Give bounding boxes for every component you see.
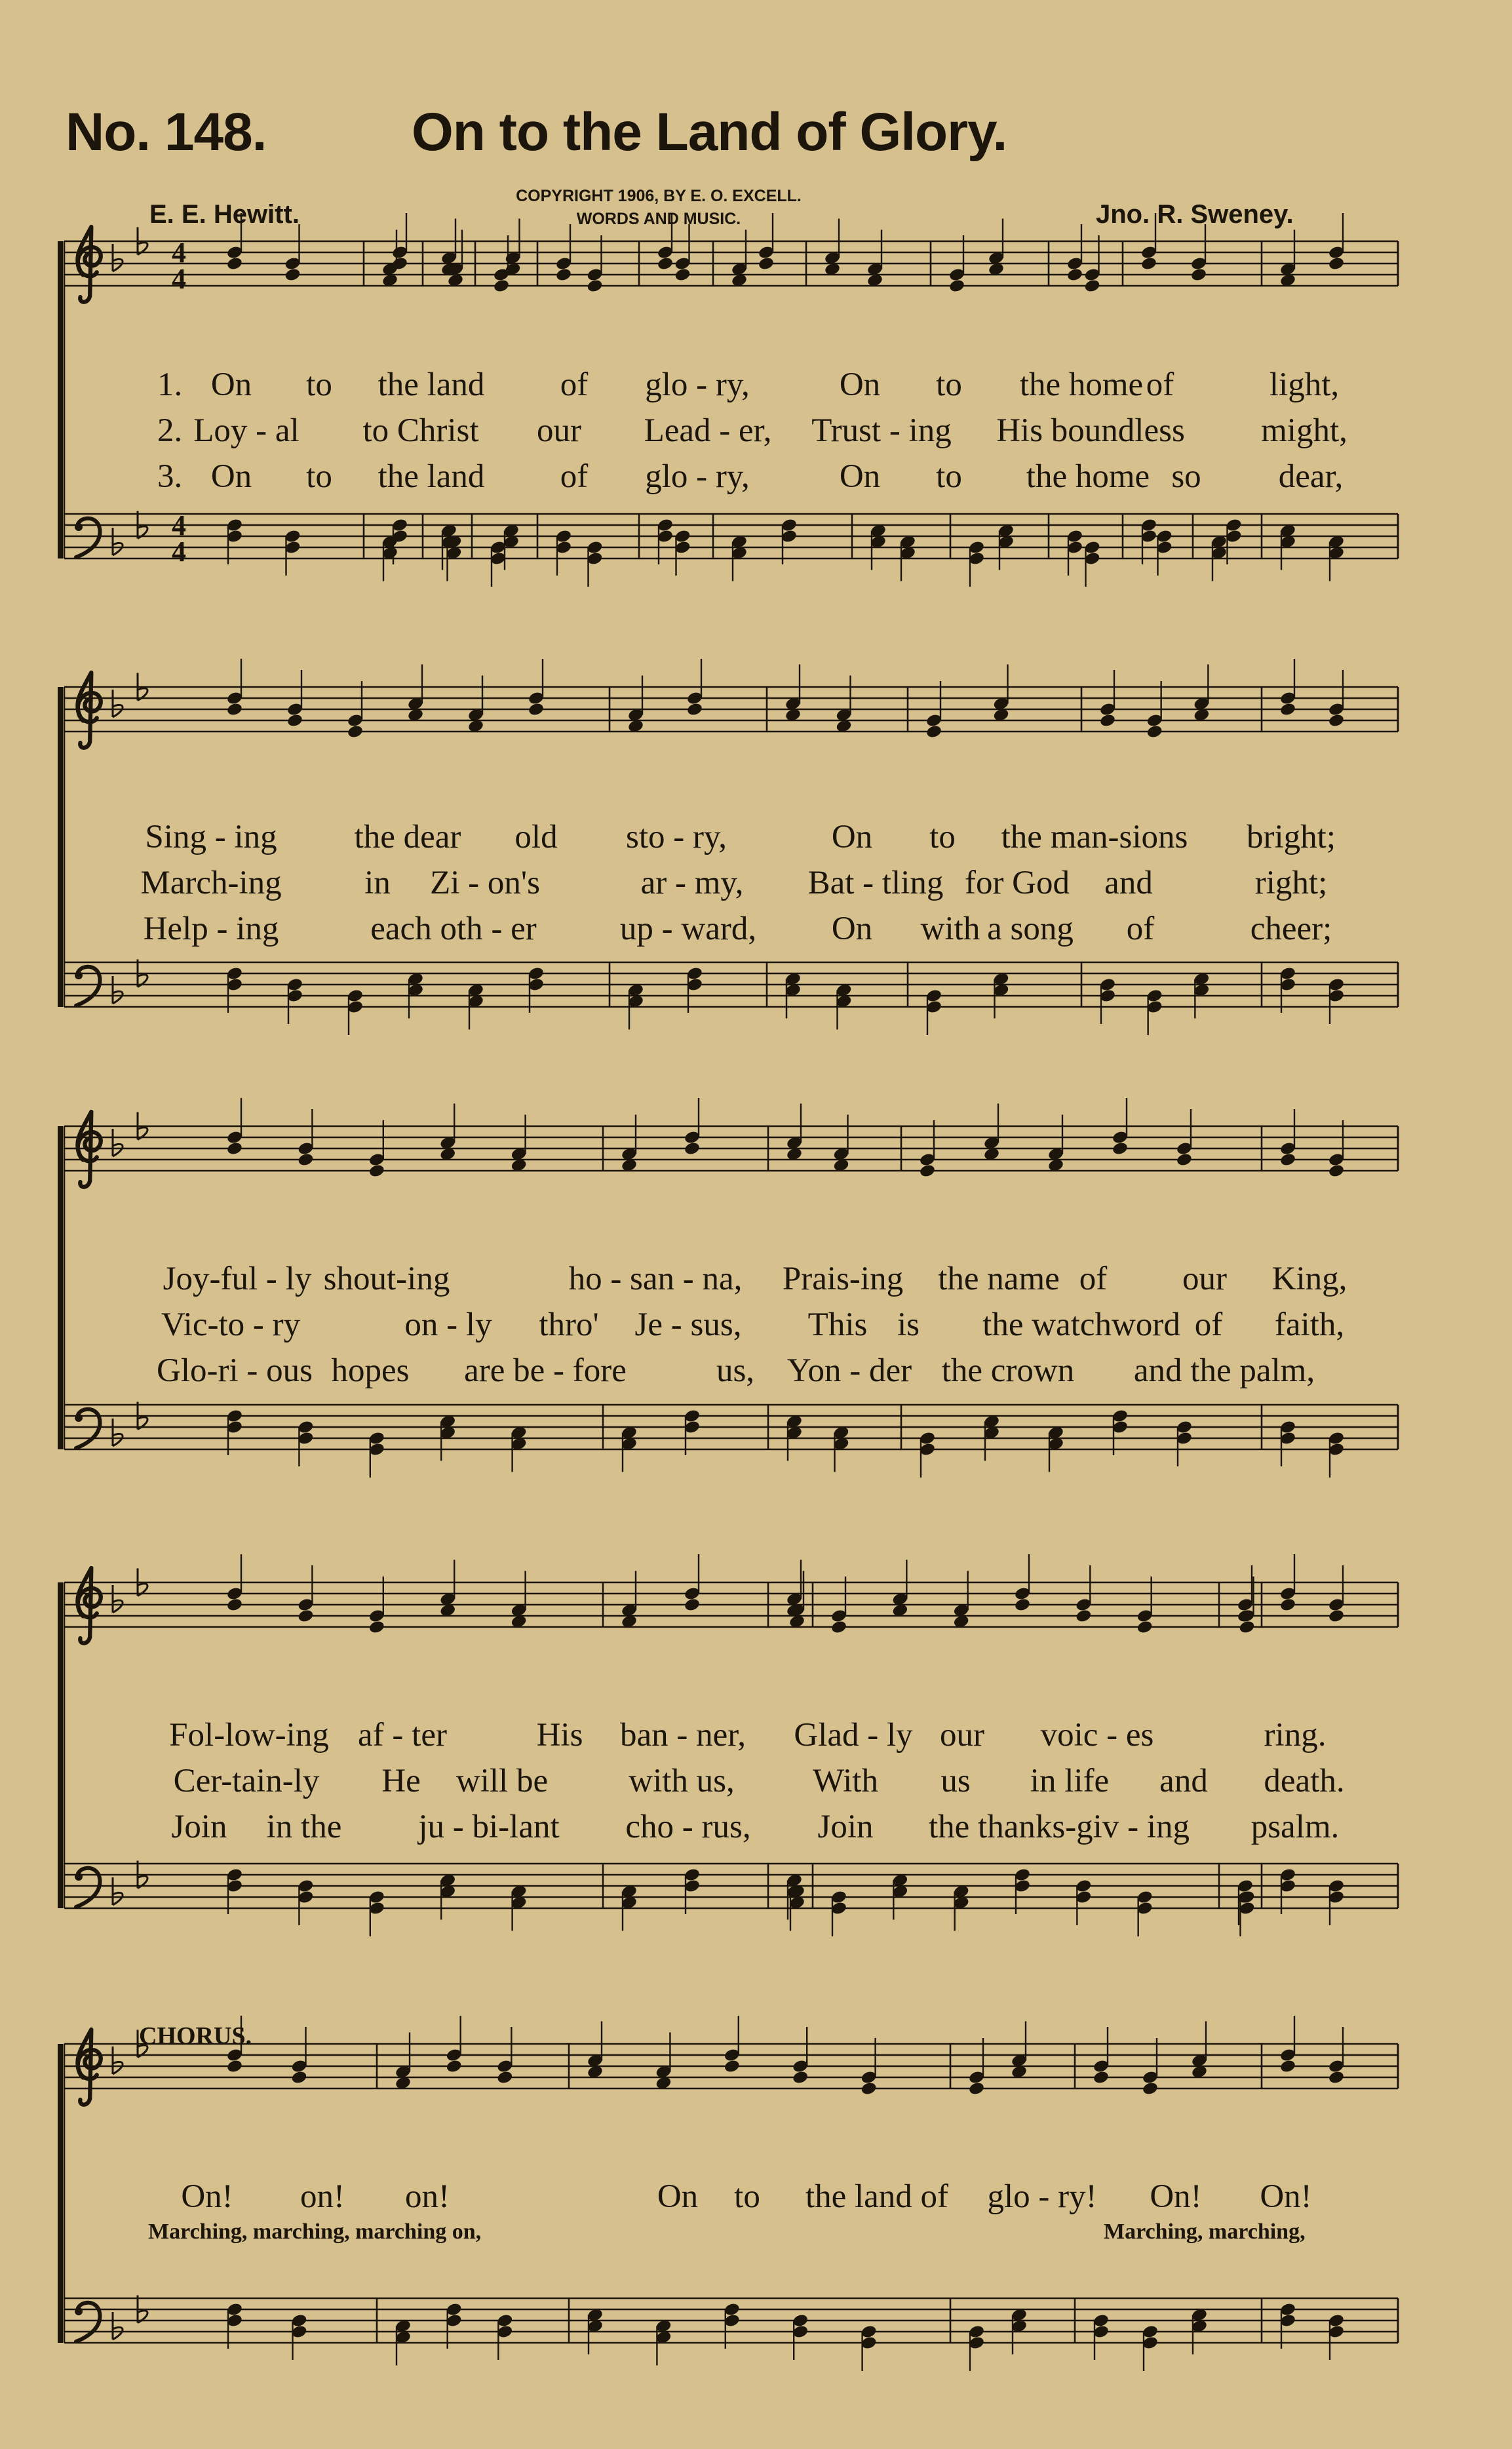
lyric-syllable: On xyxy=(831,911,873,947)
lyric-syllable: Join xyxy=(817,1809,874,1845)
lyric-syllable: Prais-ing xyxy=(782,1261,904,1297)
lyric-syllable: ring. xyxy=(1264,1717,1327,1753)
lyric-syllable: on - ly xyxy=(404,1306,492,1343)
lyric-syllable: of xyxy=(560,366,589,403)
lyric-syllable: to xyxy=(734,2178,760,2215)
note-head xyxy=(724,2059,741,2074)
bass-part-words: Marching, marching, marching on, xyxy=(148,2220,482,2244)
lyric-syllable: to xyxy=(306,366,332,403)
lyric-syllable: us xyxy=(940,1763,971,1799)
lyric-syllable: hopes xyxy=(331,1352,410,1389)
lyric-syllable: is xyxy=(897,1306,920,1343)
note-head xyxy=(1279,2059,1296,2074)
lyric-syllable: On xyxy=(839,366,881,403)
lyric-syllable: Help - ing xyxy=(143,911,279,947)
lyric-syllable: in life xyxy=(1030,1763,1110,1799)
lyric-syllable: and xyxy=(1104,865,1153,901)
lyric-syllable: and the palm, xyxy=(1133,1352,1315,1389)
lyric-syllable: ar - my, xyxy=(640,865,744,901)
lyric-syllable: With xyxy=(813,1763,878,1799)
lyric-syllable: and xyxy=(1159,1763,1208,1799)
lyric-syllable: us, xyxy=(716,1352,755,1389)
lyric-syllable: to xyxy=(306,458,332,495)
treble-clef-icon xyxy=(77,2029,100,2105)
lyric-syllable: are be - fore xyxy=(464,1352,627,1389)
lyric-syllable: the home xyxy=(1019,366,1144,403)
note-head xyxy=(1093,2070,1110,2085)
bass-part-words: Marching, marching, xyxy=(1104,2220,1306,2244)
lyric-syllable: Cer-tain-ly xyxy=(173,1763,320,1799)
lyric-syllable: the crown xyxy=(941,1352,1075,1389)
flat-icon xyxy=(113,2047,123,2074)
lyric-syllable: Zi - on's xyxy=(430,865,540,901)
lyric-syllable: glo - ry, xyxy=(645,458,750,495)
lyric-syllable: will be xyxy=(456,1763,549,1799)
hymn-number: No. 148. xyxy=(66,102,267,162)
lyric-syllable: a song xyxy=(987,911,1074,947)
lyric-syllable: Join xyxy=(171,1809,227,1845)
lyric-syllable: the home xyxy=(1026,458,1150,495)
lyric-syllable: cho - rus, xyxy=(625,1809,751,1845)
lyric-syllable: Je - sus, xyxy=(634,1306,742,1343)
lyric-syllable: dear, xyxy=(1278,458,1344,495)
lyric-syllable: On xyxy=(210,458,252,495)
lyric-syllable: ban - ner, xyxy=(620,1717,746,1753)
lyric-syllable: of xyxy=(1079,1261,1108,1297)
lyric-syllable: our xyxy=(1182,1261,1227,1297)
note-head xyxy=(1328,2070,1345,2085)
lyric-syllable: right; xyxy=(1254,865,1328,901)
lyric-syllable: our xyxy=(537,412,581,449)
lyric-syllable: to Christ xyxy=(362,412,479,449)
lyric-syllable: in xyxy=(364,865,391,901)
note-head xyxy=(496,2070,513,2085)
lyric-syllable: cheer; xyxy=(1250,911,1332,947)
lyric-syllable: the dear xyxy=(354,819,461,855)
lyric-syllable: On xyxy=(839,458,881,495)
lyric-syllable: On! xyxy=(1150,2178,1202,2215)
lyric-syllable: bright; xyxy=(1247,819,1336,855)
note-head xyxy=(792,2070,809,2085)
lyric-syllable: in the xyxy=(266,1809,342,1845)
lyric-syllable: so xyxy=(1171,458,1201,495)
lyricist-credit: E. E. Hewitt. xyxy=(149,200,300,229)
lyric-syllable: On xyxy=(831,819,873,855)
lyric-syllable: King, xyxy=(1271,1261,1347,1297)
lyric-syllable: of xyxy=(1126,911,1155,947)
lyric-syllable: ho - san - na, xyxy=(568,1261,743,1297)
lyric-syllable: the land xyxy=(378,458,485,495)
lyric-syllable: sto - ry, xyxy=(626,819,727,855)
lyric-syllable: of xyxy=(560,458,589,495)
lyric-syllable: the man-sions xyxy=(1001,819,1188,855)
lyric-syllable: thro' xyxy=(539,1306,599,1343)
lyric-syllable: psalm. xyxy=(1250,1809,1340,1845)
lyric-syllable: glo - ry! xyxy=(987,2178,1097,2215)
lyric-syllable: shout-ing xyxy=(323,1261,450,1297)
copyright-line-2: WORDS AND MUSIC. xyxy=(576,210,741,228)
lyric-syllable: On xyxy=(657,2178,699,2215)
lyric-syllable: voic - es xyxy=(1040,1717,1154,1753)
lyric-syllable: with xyxy=(920,911,980,947)
lyric-syllable: af - ter xyxy=(358,1717,447,1753)
lyric-syllable: of xyxy=(1146,366,1174,403)
lyric-syllable: might, xyxy=(1261,412,1347,449)
hymn-title: On to the Land of Glory. xyxy=(412,102,1007,162)
lyric-syllable: the land of xyxy=(805,2178,949,2215)
lyric-syllable: Fol-low-ing xyxy=(169,1717,329,1753)
lyric-syllable: ju - bi-lant xyxy=(418,1809,560,1845)
lyric-syllable: to xyxy=(936,366,962,403)
lyric-syllable: Glad - ly xyxy=(794,1717,913,1753)
time-signature: 4 xyxy=(172,237,186,269)
lyric-syllable: Yon - der xyxy=(786,1352,912,1389)
lyric-syllable: the watchword xyxy=(982,1306,1180,1343)
verse-number: 1. xyxy=(157,366,183,403)
composer-credit: Jno. R. Sweney. xyxy=(1096,200,1294,229)
note-head xyxy=(226,2059,243,2074)
note-head xyxy=(861,2081,878,2096)
lyric-syllable: of xyxy=(1194,1306,1223,1343)
lyric-syllable: Loy - al xyxy=(193,412,300,449)
lyric-syllable: each oth - er xyxy=(370,911,537,947)
time-signature: 4 xyxy=(172,263,186,295)
lyric-syllable: Trust - ing xyxy=(811,412,952,449)
lyric-syllable: to xyxy=(929,819,956,855)
bass-clef-icon xyxy=(75,2303,100,2341)
lyric-syllable: light, xyxy=(1269,366,1340,403)
lyric-syllable: Sing - ing xyxy=(145,819,277,855)
lyric-syllable: glo - ry, xyxy=(645,366,750,403)
lyric-syllable: the land xyxy=(378,366,485,403)
verse-number: 3. xyxy=(157,458,183,495)
lyric-syllable: Joy-ful - ly xyxy=(163,1261,312,1297)
lyric-syllable: Vic-to - ry xyxy=(161,1306,301,1343)
lyric-syllable: Glo-ri - ous xyxy=(157,1352,313,1389)
lyric-syllable: up - ward, xyxy=(619,911,757,947)
lyric-syllable: On! xyxy=(181,2178,233,2215)
lyric-syllable: the thanks-giv - ing xyxy=(928,1809,1190,1845)
lyric-syllable: death. xyxy=(1264,1763,1345,1799)
lyric-syllable: Bat - tling xyxy=(807,865,944,901)
lyric-syllable: our xyxy=(940,1717,984,1753)
lyric-syllable: On! xyxy=(1260,2178,1312,2215)
lyric-syllable: His xyxy=(536,1717,583,1753)
lyric-syllable: old xyxy=(514,819,558,855)
note-head xyxy=(446,2059,463,2074)
note-head xyxy=(290,2070,307,2085)
lyric-syllable: His boundless xyxy=(996,412,1185,449)
note-head xyxy=(1142,2081,1159,2096)
lyric-syllable: with us, xyxy=(629,1763,735,1799)
lyric-syllable: He xyxy=(381,1763,421,1799)
time-signature: 4 xyxy=(172,536,186,568)
chorus-label: CHORUS. xyxy=(139,2022,252,2050)
lyric-syllable: to xyxy=(936,458,962,495)
lyric-syllable: March-ing xyxy=(140,865,282,901)
time-signature: 4 xyxy=(172,509,186,541)
lyric-syllable: On xyxy=(210,366,252,403)
flat-icon xyxy=(113,2312,123,2340)
lyric-syllable: on! xyxy=(300,2178,345,2215)
verse-number: 2. xyxy=(157,412,183,449)
lyric-syllable: for God xyxy=(964,865,1070,901)
lyric-syllable: Lead - er, xyxy=(644,412,772,449)
lyric-syllable: the name xyxy=(938,1261,1060,1297)
copyright-line-1: COPYRIGHT 1906, BY E. O. EXCELL. xyxy=(516,187,802,205)
lyric-syllable: faith, xyxy=(1274,1306,1345,1343)
note-head xyxy=(968,2081,985,2096)
lyric-syllable: on! xyxy=(405,2178,450,2215)
lyric-syllable: This xyxy=(807,1306,868,1343)
